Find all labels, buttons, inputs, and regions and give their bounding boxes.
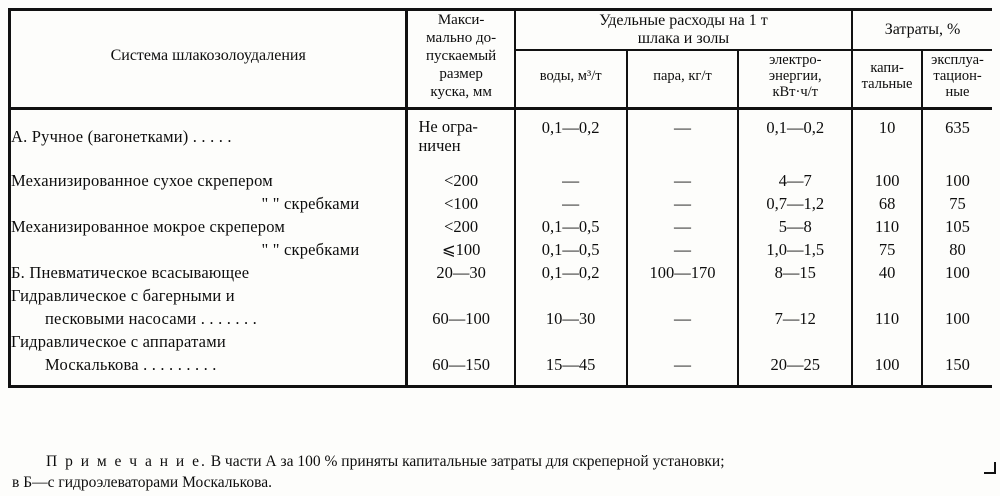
row-label: Б. Пневматическое всасывающее — [10, 262, 407, 285]
header-separator-row — [10, 101, 993, 109]
table-body — [10, 109, 993, 387]
row-label: песковыми насосами . . . . . . . — [10, 308, 407, 331]
cell-power: 20—25 — [738, 354, 852, 377]
cell-water: 0,1—0,5 — [515, 216, 627, 239]
cell-capital: 68 — [852, 193, 922, 216]
cell-capital: 100 — [852, 354, 922, 377]
specific-group-line-1: Удельные расходы на 1 т — [599, 11, 768, 29]
cell-water: 10—30 — [515, 308, 627, 331]
cell-capital: 10 — [852, 109, 922, 156]
cell-operating: 100 — [922, 170, 992, 193]
header-power-column — [738, 50, 852, 101]
cell-operating — [922, 331, 992, 354]
header-system-column: Система шлакозолоудаления — [10, 10, 407, 102]
table-row — [10, 285, 993, 308]
cell-capital: 110 — [852, 216, 922, 239]
max-size-line-1: Макси- — [437, 12, 485, 28]
table-row — [10, 170, 993, 193]
note-line-2: в Б—с гидроэлеваторами Москалькова. — [12, 473, 272, 491]
cell-steam: — — [627, 308, 739, 331]
header-capital-column — [852, 50, 922, 101]
cell-capital — [852, 331, 922, 354]
operating-line-2: тацион- — [933, 67, 982, 84]
table-bottom-border-row — [10, 377, 993, 387]
power-line-1: электро- — [769, 51, 822, 68]
capital-line-2: тальные — [861, 75, 913, 92]
table-note — [12, 452, 988, 494]
operating-line-3: ные — [945, 84, 970, 101]
cell-water: 0,1—0,2 — [515, 109, 627, 156]
table-row — [10, 262, 993, 285]
power-line-3: кВт·ч/т — [772, 84, 818, 101]
capital-line-1: капи- — [870, 59, 904, 76]
cell-operating — [922, 285, 992, 308]
cell-max-size: <100 — [407, 193, 515, 216]
table-row — [10, 193, 993, 216]
max-size-line-5: куска, мм — [430, 84, 492, 100]
table-row — [10, 239, 993, 262]
header-row-groups — [10, 10, 993, 50]
cell-max-size — [407, 331, 515, 354]
cell-steam: — — [627, 109, 739, 156]
cell-water — [515, 285, 627, 308]
power-line-2: энергии, — [768, 67, 822, 84]
table-row — [10, 354, 993, 377]
header-steam-column: пара, кг/т — [627, 50, 739, 101]
cell-capital: 75 — [852, 239, 922, 262]
max-size-line-2: мально до- — [426, 30, 497, 46]
cell-operating: 75 — [922, 193, 992, 216]
header-operating-column — [922, 50, 992, 101]
header-specific-consumption-group — [515, 10, 852, 50]
cell-water — [515, 331, 627, 354]
cell-operating: 635 — [922, 109, 992, 156]
cell-steam: — — [627, 193, 739, 216]
header-water-column: воды, м³/т — [515, 50, 627, 101]
cell-power: 8—15 — [738, 262, 852, 285]
cell-steam: — — [627, 354, 739, 377]
cell-power: 4—7 — [738, 170, 852, 193]
cell-max-size: <200 — [407, 170, 515, 193]
cell-capital — [852, 285, 922, 308]
row-label: Механизированное сухое скрепером — [10, 170, 407, 193]
cell-steam — [627, 285, 739, 308]
cell-water: 0,1—0,2 — [515, 262, 627, 285]
cell-capital: 110 — [852, 308, 922, 331]
max-size-line-2: ничен — [418, 135, 461, 155]
table-header — [10, 10, 993, 109]
page-corner-mark — [984, 462, 996, 474]
cell-power: 0,7—1,2 — [738, 193, 852, 216]
cell-power: 0,1—0,2 — [738, 109, 852, 156]
row-label: Гидравлическое с багерными и — [10, 285, 407, 308]
table-row — [10, 109, 993, 156]
table-row — [10, 331, 993, 354]
cell-water: 0,1—0,5 — [515, 239, 627, 262]
cell-operating: 105 — [922, 216, 992, 239]
cell-power — [738, 331, 852, 354]
cell-water: — — [515, 170, 627, 193]
row-label: " " скребками — [10, 193, 407, 216]
cell-max-size: 60—150 — [407, 354, 515, 377]
cell-power: 7—12 — [738, 308, 852, 331]
specific-group-line-2: шлака и золы — [637, 29, 730, 47]
cell-max-size: 20—30 — [407, 262, 515, 285]
cell-max-size: <200 — [407, 216, 515, 239]
operating-line-1: эксплуа- — [931, 51, 984, 68]
cell-capital: 40 — [852, 262, 922, 285]
max-size-line-3: пускаемый — [426, 48, 497, 64]
cell-operating: 100 — [922, 308, 992, 331]
table-row — [10, 216, 993, 239]
row-label: Гидравлическое с аппаратами — [10, 331, 407, 354]
cell-max-size: ⩽100 — [407, 239, 515, 262]
cell-power — [738, 285, 852, 308]
header-max-size-column — [407, 10, 515, 102]
note-line-1: В части А за 100 % приняты капитальные затраты для скреперной установки; — [210, 453, 725, 470]
cell-steam: — — [627, 170, 739, 193]
cell-max-size — [407, 285, 515, 308]
cell-steam: — — [627, 216, 739, 239]
cell-power: 1,0—1,5 — [738, 239, 852, 262]
cell-max-size — [407, 109, 515, 156]
cell-power: 5—8 — [738, 216, 852, 239]
slag-ash-removal-table — [8, 8, 992, 388]
table-row — [10, 308, 993, 331]
cell-max-size: 60—100 — [407, 308, 515, 331]
cell-water: — — [515, 193, 627, 216]
max-size-line-1: Не огра- — [418, 117, 478, 136]
cell-operating: 80 — [922, 239, 992, 262]
row-label: Механизированное мокрое скрепером — [10, 216, 407, 239]
cell-steam — [627, 331, 739, 354]
cell-steam: 100—170 — [627, 262, 739, 285]
row-label: " " скребками — [10, 239, 407, 262]
row-label: А. Ручное (вагонетками) . . . . . — [10, 109, 407, 156]
cell-water: 15—45 — [515, 354, 627, 377]
cell-operating: 100 — [922, 262, 992, 285]
header-costs-group: Затраты, % — [852, 10, 992, 50]
spacer-row — [10, 156, 993, 170]
note-prefix: П р и м е ч а н и е. — [46, 453, 207, 470]
cell-operating: 150 — [922, 354, 992, 377]
cell-steam: — — [627, 239, 739, 262]
row-label: Москалькова . . . . . . . . . — [10, 354, 407, 377]
cell-capital: 100 — [852, 170, 922, 193]
max-size-line-4: размер — [439, 66, 483, 82]
